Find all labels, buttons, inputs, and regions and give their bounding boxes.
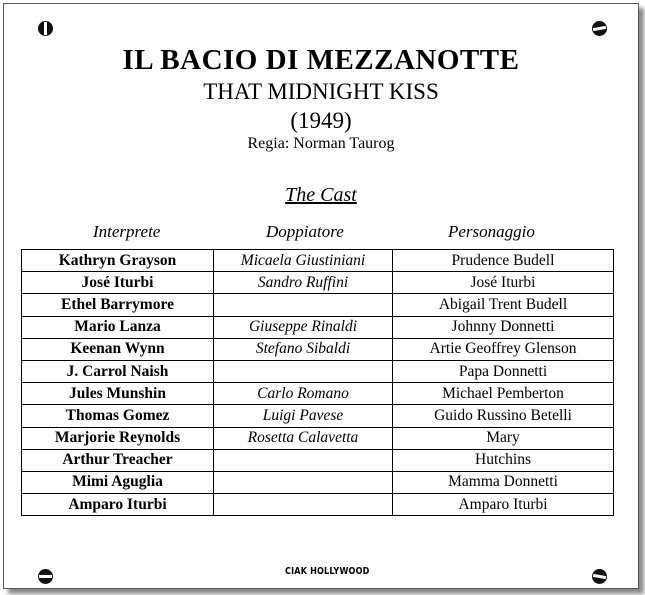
character-cell: Mary: [393, 427, 614, 449]
cast-row: [22, 494, 614, 516]
character-cell: Michael Pemberton: [393, 383, 614, 405]
ciak-hollywood-logo: CIAK HOLLYWOOD: [285, 566, 370, 577]
actor-cell: Arthur Treacher: [22, 449, 214, 471]
cast-plaque: [3, 3, 639, 589]
actor-cell: Ethel Barrymore: [22, 294, 214, 316]
actor-cell: Mario Lanza: [22, 316, 214, 338]
dubber-cell: Carlo Romano: [214, 383, 393, 405]
screw-icon: [38, 21, 53, 36]
actor-cell: Thomas Gomez: [22, 405, 214, 427]
cast-row: [22, 250, 614, 272]
actor-cell: Jules Munshin: [22, 383, 214, 405]
character-cell: Artie Geoffrey Glenson: [393, 338, 614, 360]
dubber-cell: [214, 471, 393, 493]
actor-cell: Marjorie Reynolds: [22, 427, 214, 449]
character-cell: Johnny Donnetti: [393, 316, 614, 338]
dubber-cell: [214, 360, 393, 382]
column-header-dubber: Doppiatore: [266, 222, 344, 241]
character-cell: Papa Donnetti: [393, 360, 614, 382]
cast-row: [22, 316, 614, 338]
character-cell: Amparo Iturbi: [393, 494, 614, 516]
screw-icon: [38, 569, 53, 584]
dubber-cell: [214, 294, 393, 316]
character-cell: Hutchins: [393, 449, 614, 471]
actor-cell: Mimi Aguglia: [22, 471, 214, 493]
actor-cell: José Iturbi: [22, 272, 214, 294]
actor-cell: Keenan Wynn: [22, 338, 214, 360]
character-cell: Mamma Donnetti: [393, 471, 614, 493]
screw-icon: [592, 21, 607, 36]
column-header-character: Personaggio: [448, 222, 535, 241]
actor-cell: J. Carrol Naish: [22, 360, 214, 382]
dubber-cell: Rosetta Calavetta: [214, 427, 393, 449]
release-year: (1949): [290, 108, 352, 133]
screw-icon: [592, 569, 607, 584]
dubber-cell: Giuseppe Rinaldi: [214, 316, 393, 338]
dubber-cell: Sandro Ruffini: [214, 272, 393, 294]
dubber-cell: Micaela Giustiniani: [214, 250, 393, 272]
character-cell: Prudence Budell: [393, 250, 614, 272]
cast-row: [22, 471, 614, 493]
cast-row: [22, 405, 614, 427]
actor-cell: Kathryn Grayson: [22, 250, 214, 272]
cast-table: [21, 249, 614, 516]
cast-row: [22, 272, 614, 294]
cast-row: [22, 338, 614, 360]
cast-row: [22, 427, 614, 449]
cast-row: [22, 383, 614, 405]
dubber-cell: [214, 494, 393, 516]
cast-row: [22, 449, 614, 471]
cast-row: [22, 294, 614, 316]
director-credit: Regia: Norman Taurog: [247, 135, 395, 152]
dubber-cell: Stefano Sibaldi: [214, 338, 393, 360]
actor-cell: Amparo Iturbi: [22, 494, 214, 516]
dubber-cell: [214, 449, 393, 471]
original-title: THAT MIDNIGHT KISS: [203, 79, 439, 104]
column-header-actor: Interprete: [93, 222, 161, 241]
character-cell: José Iturbi: [393, 272, 614, 294]
cast-heading: The Cast: [285, 184, 357, 206]
cast-row: [22, 360, 614, 382]
character-cell: Abigail Trent Budell: [393, 294, 614, 316]
dubber-cell: Luigi Pavese: [214, 405, 393, 427]
movie-title: IL BACIO DI MEZZANOTTE: [122, 44, 520, 76]
character-cell: Guido Russino Betelli: [393, 405, 614, 427]
